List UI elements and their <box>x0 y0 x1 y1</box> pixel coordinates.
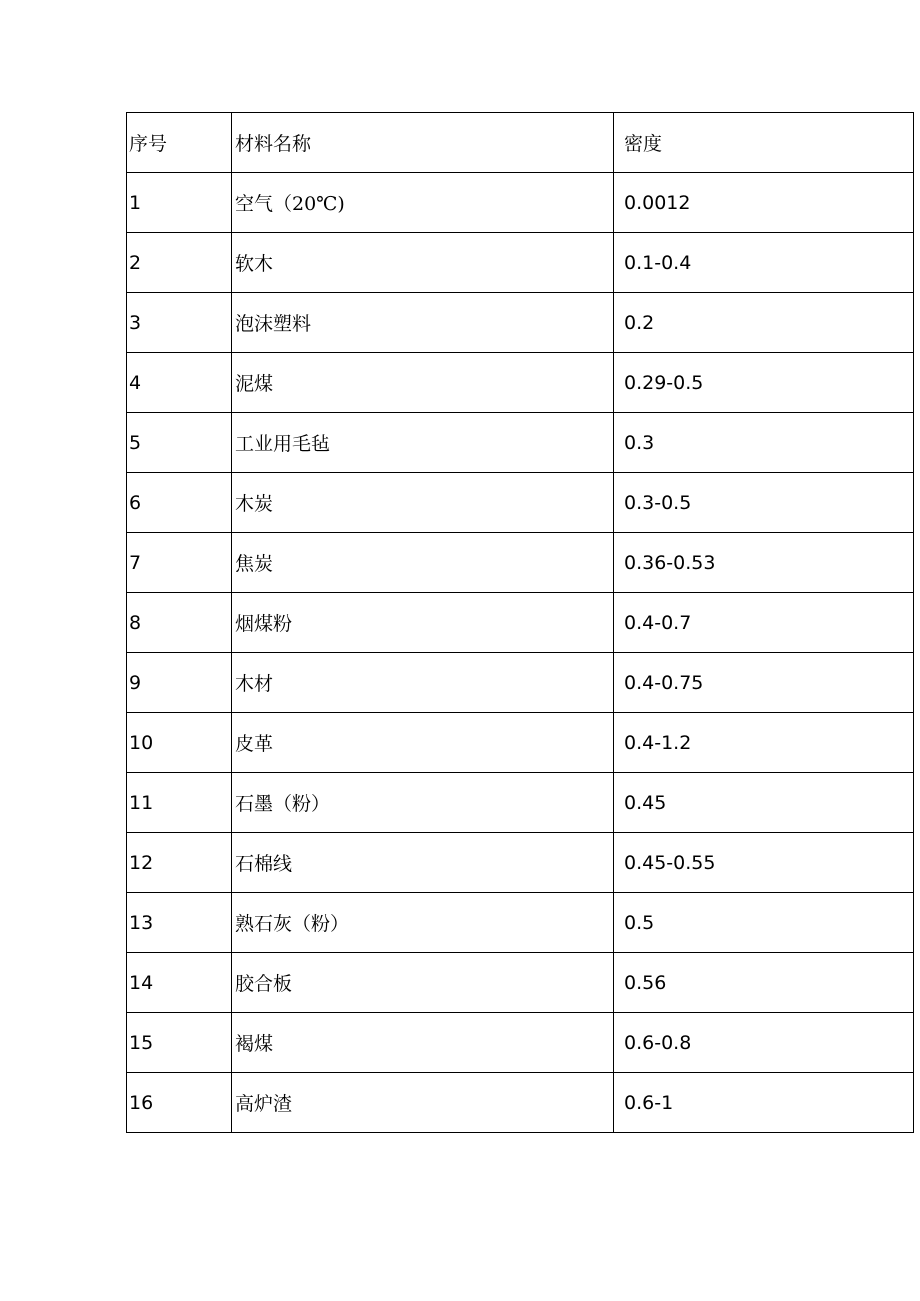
row-index-cell: 10 <box>127 713 232 773</box>
row-density-cell: 0.56 <box>614 953 914 1013</box>
table-row <box>127 413 914 473</box>
row-index-cell: 6 <box>127 473 232 533</box>
row-density-cell: 0.45-0.55 <box>614 833 914 893</box>
row-density-cell: 0.5 <box>614 893 914 953</box>
table-row <box>127 1073 914 1133</box>
header-material-name: 材料名称 <box>232 113 614 173</box>
table-row <box>127 533 914 593</box>
row-material-name-cell: 空气（20℃) <box>232 173 614 233</box>
row-material-name-cell: 烟煤粉 <box>232 593 614 653</box>
table-body <box>127 113 914 1133</box>
row-index-cell: 5 <box>127 413 232 473</box>
row-material-name-cell: 褐煤 <box>232 1013 614 1073</box>
row-density-cell: 0.3 <box>614 413 914 473</box>
row-density-cell: 0.4-1.2 <box>614 713 914 773</box>
row-density-cell: 0.1-0.4 <box>614 233 914 293</box>
row-density-cell: 0.29-0.5 <box>614 353 914 413</box>
table-row <box>127 1013 914 1073</box>
row-index-cell: 3 <box>127 293 232 353</box>
row-index-cell: 9 <box>127 653 232 713</box>
row-index-cell: 14 <box>127 953 232 1013</box>
row-material-name-cell: 高炉渣 <box>232 1073 614 1133</box>
header-index: 序号 <box>127 113 232 173</box>
row-density-cell: 0.6-1 <box>614 1073 914 1133</box>
row-index-cell: 7 <box>127 533 232 593</box>
table-row <box>127 353 914 413</box>
row-index-cell: 15 <box>127 1013 232 1073</box>
row-material-name-cell: 工业用毛毡 <box>232 413 614 473</box>
row-material-name-cell: 胶合板 <box>232 953 614 1013</box>
row-density-cell: 0.0012 <box>614 173 914 233</box>
header-density: 密度 <box>614 113 914 173</box>
row-material-name-cell: 软木 <box>232 233 614 293</box>
row-density-cell: 0.6-0.8 <box>614 1013 914 1073</box>
row-density-cell: 0.2 <box>614 293 914 353</box>
row-density-cell: 0.36-0.53 <box>614 533 914 593</box>
row-material-name-cell: 木材 <box>232 653 614 713</box>
table-row <box>127 173 914 233</box>
table-row <box>127 473 914 533</box>
row-material-name-cell: 石棉线 <box>232 833 614 893</box>
row-index-cell: 2 <box>127 233 232 293</box>
row-material-name-cell: 石墨（粉） <box>232 773 614 833</box>
material-density-table <box>126 112 914 1133</box>
table-row <box>127 773 914 833</box>
table-row <box>127 653 914 713</box>
row-material-name-cell: 泥煤 <box>232 353 614 413</box>
row-index-cell: 16 <box>127 1073 232 1133</box>
table-row <box>127 293 914 353</box>
row-density-cell: 0.45 <box>614 773 914 833</box>
row-material-name-cell: 木炭 <box>232 473 614 533</box>
table-header-row <box>127 113 914 173</box>
row-index-cell: 11 <box>127 773 232 833</box>
row-density-cell: 0.4-0.7 <box>614 593 914 653</box>
table-row <box>127 713 914 773</box>
row-index-cell: 13 <box>127 893 232 953</box>
table-row <box>127 833 914 893</box>
row-index-cell: 8 <box>127 593 232 653</box>
row-material-name-cell: 焦炭 <box>232 533 614 593</box>
row-density-cell: 0.4-0.75 <box>614 653 914 713</box>
row-index-cell: 1 <box>127 173 232 233</box>
table-row <box>127 233 914 293</box>
row-material-name-cell: 泡沫塑料 <box>232 293 614 353</box>
table-row <box>127 953 914 1013</box>
row-density-cell: 0.3-0.5 <box>614 473 914 533</box>
row-material-name-cell: 皮革 <box>232 713 614 773</box>
table-row <box>127 593 914 653</box>
row-material-name-cell: 熟石灰（粉） <box>232 893 614 953</box>
row-index-cell: 4 <box>127 353 232 413</box>
table-row <box>127 893 914 953</box>
row-index-cell: 12 <box>127 833 232 893</box>
